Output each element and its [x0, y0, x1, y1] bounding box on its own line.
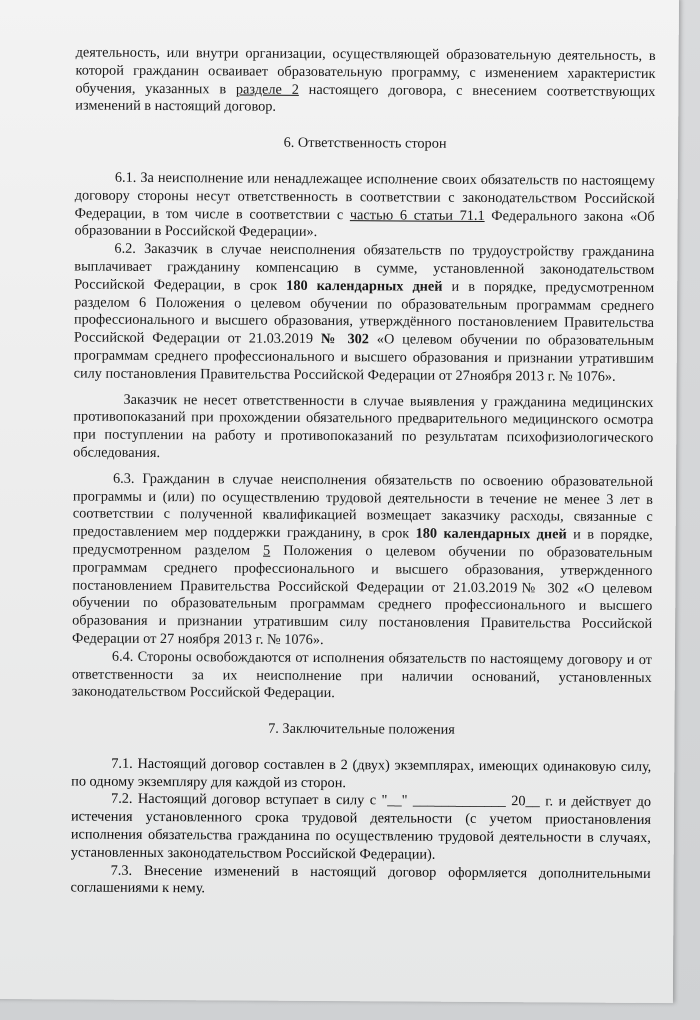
paragraph-6-2-exemption: Заказчик не несет ответственности в случае выявления у гражданина медицинских противопоказаний при прохождении обязательного предварительного медицинского осмотра при поступлении на работу и противопоказаний по результатам психофизиологического обследования.: [73, 391, 654, 461]
p62-decree-number: № 302: [320, 331, 369, 348]
p62-text-end: «О целевом обучении по образовательным программам среднего профессионального и высшего образования и признании утратившим силу постановления Правительства Российской Федерации от 27ноября 2013 г. № 1076».: [73, 331, 654, 385]
section-2-link[interactable]: разделе 2: [235, 81, 299, 98]
p61-text-end: Федерального закона «Об образовании в Российской Федерации».: [74, 207, 655, 241]
paragraph-7-1: 7.1. Настоящий договор составлен в 2 (двух) экземплярах, имеющих одинаковую силу, по одному экземпляру для каждой из сторон.: [71, 755, 652, 791]
p63-text-end: Положения о целевом обучении по образовательным программам среднего профессионального и высшего образования, утвержденного постановлением Правительства Российской Федерации от 21.03.2019№ 302 «О целевом обучении по образовательным программам среднего профессионального и высшего образования и признании утратившим силу постановления Правительства Российской Федерации от 27 ноября 2013 г. № 1076».: [72, 542, 653, 648]
p62-text: 6.2. Заказчик в случае неисполнения обязательств по трудоустройству гражданина выплачивает гражданину компенсацию в сумме, установленной законодательством Российской Федерации, в срок: [74, 240, 655, 294]
p63-text-mid: и в порядке, предусмотренном разделом: [72, 526, 653, 559]
paragraph-6-4: 6.4. Стороны освобождаются от исполнения обязательств по настоящему договору и от ответственности за их неисполнение при наличии оснований, установленных законодательством Российской Федерации.: [71, 648, 652, 702]
intro-text-end: настоящего договора, с внесением соответствующих изменений в настоящий договор.: [75, 81, 656, 116]
p62-deadline: 180 календарных дней: [286, 277, 443, 295]
paragraph-6-2: [74, 241, 655, 387]
p63-deadline: 180 календарных дней: [415, 525, 567, 543]
paragraph-7-3: 7.3. Внесение изменений в настоящий договор оформляется дополнительными соглашениями к нему.: [70, 862, 651, 897]
document-content: [70, 44, 655, 901]
intro-paragraph: [75, 44, 655, 119]
paragraph-7-2: 7.2. Настоящий договор вступает в силу с "__" _____________ 20__ г. и действует до истечения установленного срока трудовой деятельности (с учетом приостановления исполнения обязательства гражданина по осуществлению трудовой деятельности в случаях, установленных законодательством Российской Федерации).: [70, 791, 652, 863]
section-5-link[interactable]: 5: [263, 542, 271, 559]
law-article-link[interactable]: частью 6 статьи 71.1: [349, 206, 485, 224]
p61-text: 6.1. За неисполнение или ненадлежащее исполнение своих обязательств по настоящему договору стороны несут ответственность в соответствии с законодательством Российской Федерации, в том числе в соответствии с: [74, 169, 655, 223]
intro-text: деятельность, или внутри организации, осуществляющей образовательную деятельность, в которой гражданин осваивает образовательную программу, с изменением характеристик обучения, указанных в: [75, 44, 656, 98]
section-6-title: 6. Ответственность сторон: [283, 134, 447, 152]
p62-text-mid: и в порядке, предусмотренном разделом 6 Положения о целевом обучении по образовательным программам среднего профессионального и высшего образования, утверждённого постановлением Правительства Российской Федерации от 21.03.2019: [73, 278, 655, 348]
paragraph-6-1: [74, 169, 654, 244]
section-7-title: 7. Заключительные положения: [268, 720, 455, 738]
p63-text: 6.3. Гражданин в случае неисполнения обязательств по освоению образовательной программы и (или) по осуществлению трудовой деятельности в течение не менее 3 лет в соответствии с полученной квалификацией возмещает заказчику расходы, связанные с предоставлением мер поддержки гражданину, в срок: [72, 470, 654, 542]
paragraph-6-3: [72, 470, 653, 652]
